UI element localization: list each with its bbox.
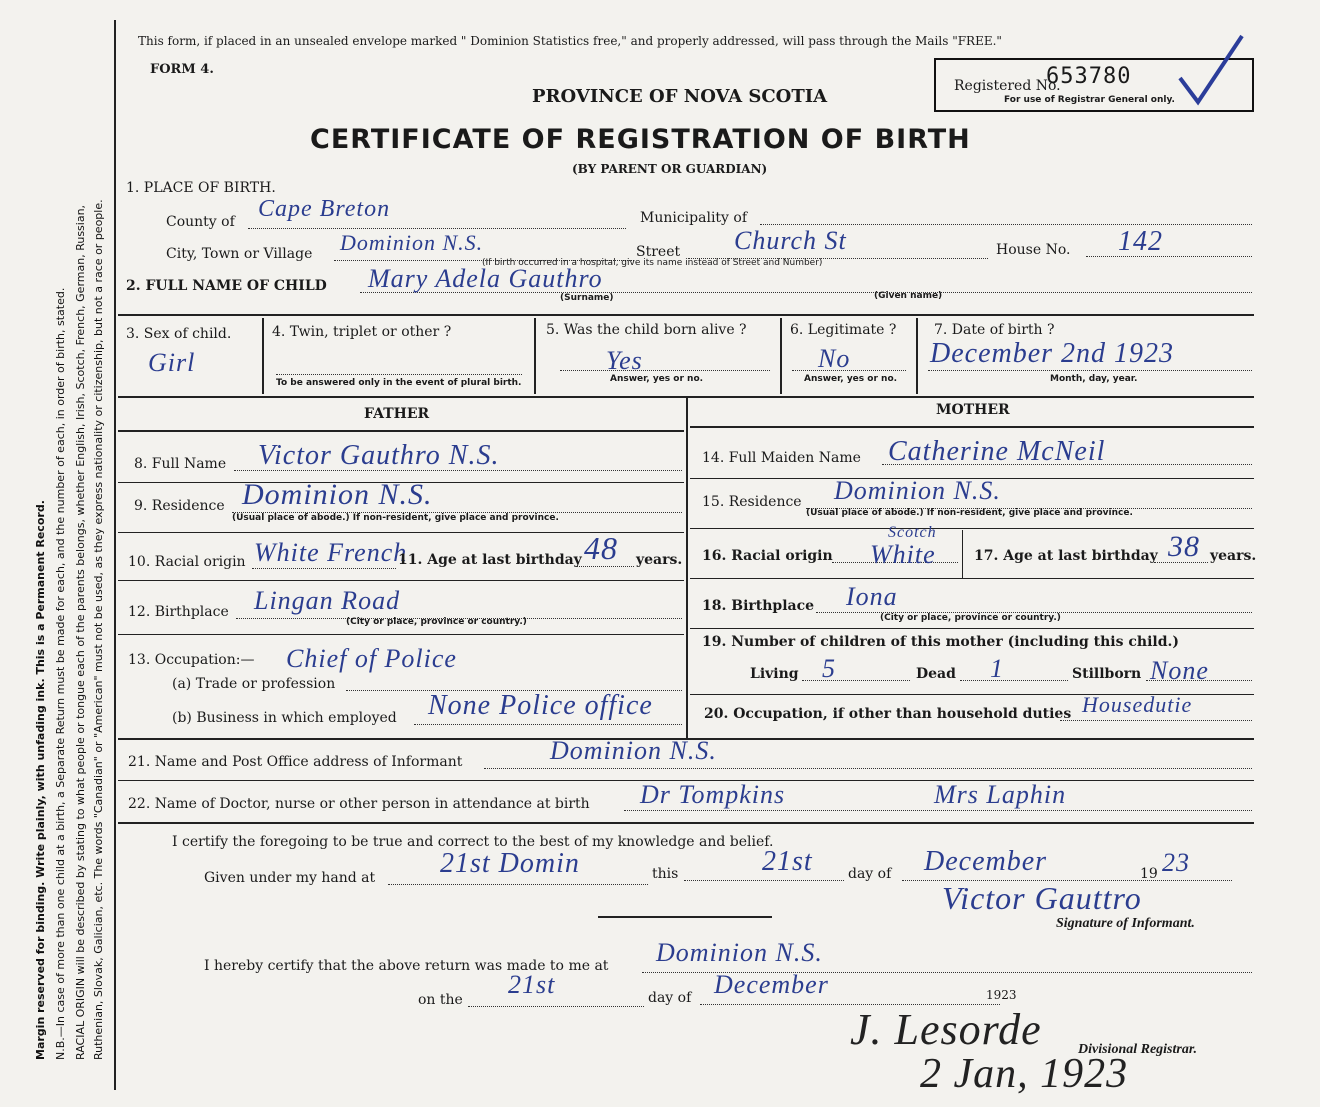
margin-note-binding: Margin reserved for binding. Write plainly, with unfading ink. This is a Permanent Record. [34, 500, 47, 1060]
father-business-value: None Police office [428, 690, 653, 721]
form-subtitle: (BY PARENT OR GUARDIAN) [572, 162, 768, 176]
father-trade-label: (a) Trade or profession [172, 676, 336, 692]
stillborn-value: None [1150, 656, 1209, 685]
registrar-dayof-label: day of [648, 990, 692, 1006]
father-rule-10 [118, 580, 684, 581]
mother-years: years. [1210, 548, 1257, 564]
mother-race-value: White [870, 540, 936, 569]
mother-birthplace-label: 18. Birthplace [702, 598, 815, 614]
registrar-date-stamp: 2 Jan, 1923 [920, 1051, 1129, 1097]
children-label: 19. Number of children of this mother (including this child.) [702, 634, 1180, 650]
form-left-border [114, 20, 116, 1090]
center-divider [686, 398, 688, 738]
father-residence-label: 9. Residence [134, 498, 225, 514]
nurse-value: Mrs Laphin [934, 780, 1067, 809]
informant-line [484, 768, 1252, 769]
registrar-note: For use of Registrar General only. [1004, 95, 1175, 105]
mother-name-value: Catherine McNeil [888, 436, 1106, 467]
father-birthplace-label: 12. Birthplace [128, 604, 229, 620]
mother-rule-16 [690, 578, 1254, 579]
dead-label: Dead [916, 666, 956, 682]
registrar-signature-label: Divisional Registrar. [1078, 1042, 1198, 1057]
municipality-line [760, 224, 1252, 225]
mother-race-divider [962, 530, 963, 578]
city-label: City, Town or Village [166, 246, 313, 262]
twin-label: 4. Twin, triplet or other ? [272, 324, 452, 340]
check-mark-icon [1170, 30, 1250, 110]
divider-5-6 [780, 318, 782, 394]
form-number: FORM 4. [150, 62, 214, 77]
house-value: 142 [1118, 226, 1163, 257]
county-line [248, 228, 626, 229]
certify-year-value: 23 [1162, 848, 1190, 877]
row-top-rule [118, 314, 1254, 316]
informant-signature-label: Signature of Informant. [1056, 916, 1195, 931]
mother-heading-rule [690, 426, 1254, 428]
street-value: Church St [734, 226, 847, 255]
street-label: Street [636, 244, 681, 260]
mother-heading: MOTHER [936, 402, 1010, 418]
father-trade-value: Chief of Police [286, 644, 457, 673]
father-business-label: (b) Business in which employed [172, 710, 397, 726]
certify-day-value: 21st [762, 846, 813, 877]
mother-residence-value: Dominion N.S. [834, 476, 1001, 505]
registrar-on-the: on the [418, 992, 463, 1008]
mother-birthplace-note: (City or place, province or country.) [880, 613, 1061, 623]
given-place-line [388, 884, 648, 885]
doctor-rule [118, 822, 1254, 824]
margin-note-racial-cont: Ruthenian, Slovak, Galician, etc. The words "Canadian" or "American" must not be used, as they express nationality or citizenship, but not a race or people. [92, 199, 105, 1060]
mother-age-value: 38 [1168, 530, 1200, 563]
informant-value: Dominion N.S. [550, 736, 717, 765]
registrar-year-value: 1923 [986, 988, 1017, 1002]
dob-value: December 2nd 1923 [930, 338, 1175, 369]
mother-name-label: 14. Full Maiden Name [702, 450, 861, 466]
child-name-value: Mary Adela Gauthro [368, 264, 603, 293]
mother-occupation-label: 20. Occupation, if other than household duties [704, 706, 1072, 722]
dead-value: 1 [990, 654, 1004, 683]
margin-note-racial: RACIAL ORIGIN will be described by stating to what people or tongue each of the parents belongs, whether English, Irish, Scotch, French, German, Russian, [74, 204, 87, 1060]
father-name-label: 8. Full Name [134, 456, 227, 472]
mother-race-label: 16. Racial origin [702, 548, 833, 564]
father-rule-12 [118, 634, 684, 635]
city-value: Dominion N.S. [340, 230, 484, 255]
registrar-month-value: December [714, 970, 829, 999]
legitimate-value: No [818, 344, 851, 373]
sex-label: 3. Sex of child. [126, 326, 232, 342]
surname-note: (Surname) [560, 293, 614, 303]
alive-value: Yes [606, 346, 643, 375]
margin-note-nb: N.B.—In case of more than one child at a birth, a Separate Return must be made for each, and the number of each, in order of birth, stated. [54, 287, 67, 1060]
dob-label: 7. Date of birth ? [934, 322, 1055, 338]
twin-line [276, 374, 522, 375]
mother-birthplace-value: Iona [846, 582, 898, 611]
house-label: House No. [996, 242, 1071, 258]
mother-residence-note: (Usual place of abode.) If non-resident, give place and province. [806, 508, 1133, 518]
divider-4-5 [534, 318, 536, 394]
stillborn-label: Stillborn [1072, 666, 1142, 682]
dob-note: Month, day, year. [1050, 374, 1138, 384]
father-race-line [252, 568, 396, 569]
given-under-label: Given under my hand at [204, 870, 376, 886]
mail-note: This form, if placed in an unsealed envelope marked " Dominion Statistics free," and properly addressed, will pass through the Mails "FREE." [138, 34, 1002, 48]
alive-line [560, 370, 770, 371]
mother-rule-18 [690, 628, 1254, 629]
father-residence-value: Dominion N.S. [242, 478, 433, 511]
father-years: years. [636, 552, 683, 568]
alive-note: Answer, yes or no. [610, 374, 704, 384]
dob-line [928, 370, 1252, 371]
alive-label: 5. Was the child born alive ? [546, 322, 747, 338]
informant-label: 21. Name and Post Office address of Informant [128, 754, 463, 770]
registrar-day-value: 21st [508, 970, 556, 999]
registered-number: 653780 [1046, 64, 1132, 89]
hospital-note: (If birth occurred in a hospital, give its name instead of Street and Number) [482, 258, 823, 268]
county-value: Cape Breton [258, 196, 391, 222]
registrar-statement: I hereby certify that the above return was made to me at [204, 958, 609, 974]
father-race-value: White French [254, 538, 408, 567]
signature-left-rule [598, 916, 772, 918]
divider-6-7 [916, 318, 918, 394]
certify-statement: I certify the foregoing to be true and correct to the best of my knowledge and belief. [172, 834, 774, 850]
municipality-label: Municipality of [640, 210, 748, 226]
province-heading: PROVINCE OF NOVA SCOTIA [532, 86, 828, 107]
mother-rule-15 [690, 528, 1254, 529]
certify-year-prefix: 19 [1140, 866, 1158, 882]
father-residence-note: (Usual place of abode.) If non-resident, give place and province. [232, 513, 559, 523]
dead-line [960, 680, 1068, 681]
living-value: 5 [822, 654, 836, 683]
place-of-birth-heading: 1. PLACE OF BIRTH. [126, 180, 276, 196]
father-name-value: Victor Gauthro N.S. [258, 440, 500, 471]
registered-label: Registered No. [954, 78, 1061, 94]
legitimate-note: Answer, yes or no. [804, 374, 898, 384]
child-name-label: 2. FULL NAME OF CHILD [126, 278, 327, 294]
legitimate-label: 6. Legitimate ? [790, 322, 897, 338]
mother-occupation-value: Housedutie [1082, 692, 1193, 717]
father-age-label: 11. Age at last birthday [398, 552, 582, 568]
twin-note: To be answered only in the event of plural birth. [276, 378, 522, 388]
registrar-signature: J. Lesorde [850, 1005, 1042, 1054]
father-heading: FATHER [364, 406, 430, 422]
mother-age-label: 17. Age at last birthday [974, 548, 1158, 564]
mother-race-extra: Scotch [888, 524, 937, 541]
doctor-value: Dr Tompkins [640, 780, 786, 809]
certify-month-value: December [924, 846, 1048, 877]
mother-residence-label: 15. Residence [702, 494, 802, 510]
certify-day-line [684, 880, 844, 881]
father-birthplace-value: Lingan Road [254, 586, 401, 615]
father-race-label: 10. Racial origin [128, 554, 246, 570]
certify-dayof-label: day of [848, 866, 892, 882]
this-label: this [652, 866, 679, 882]
county-label: County of [166, 214, 235, 230]
registrar-place-value: Dominion N.S. [656, 938, 823, 967]
mother-occupation-line [1060, 720, 1252, 721]
father-age-value: 48 [584, 530, 618, 566]
informant-signature: Victor Gauttro [942, 880, 1142, 916]
father-occupation-label: 13. Occupation:— [128, 652, 255, 668]
doctor-label: 22. Name of Doctor, nurse or other person in attendance at birth [128, 796, 590, 812]
sex-value: Girl [148, 348, 196, 377]
father-birthplace-note: (City or place, province or country.) [346, 617, 527, 627]
father-business-line [414, 724, 682, 725]
living-line [802, 680, 910, 681]
given-place-value: 21st Domin [440, 848, 580, 879]
given-name-note: (Given name) [874, 291, 943, 301]
form-title: CERTIFICATE OF REGISTRATION OF BIRTH [310, 124, 971, 155]
doctor-line [624, 810, 1252, 811]
living-label: Living [750, 666, 799, 682]
divider-3-4 [262, 318, 264, 394]
father-heading-rule [118, 430, 684, 432]
house-line [1086, 256, 1252, 257]
registrar-day-line [468, 1006, 644, 1007]
